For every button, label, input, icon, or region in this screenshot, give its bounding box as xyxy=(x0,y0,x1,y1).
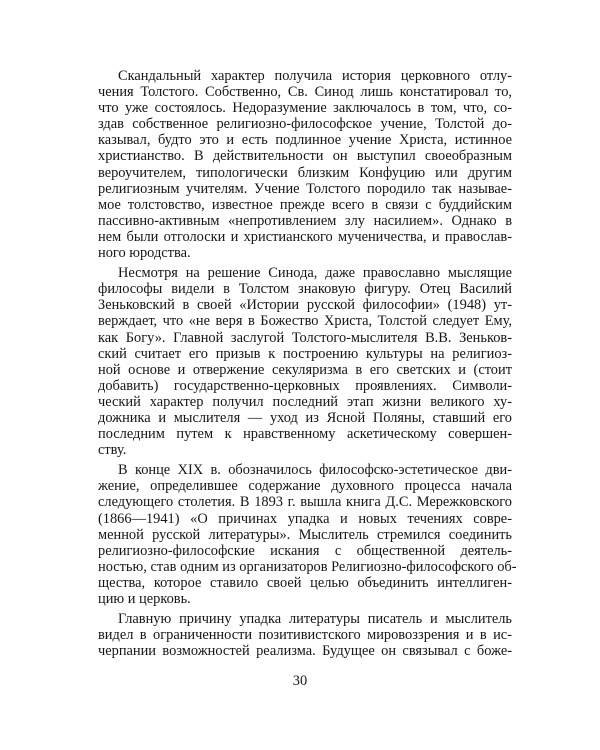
text-line: христианство. В действительности он выступил своеобразным xyxy=(98,148,512,165)
text-line: ностью, став одним из организаторов Религиозно-философского об- xyxy=(98,558,517,575)
text-line: как Богу». Главной заслугой Толстого-мыслителя В.В. Зеньков- xyxy=(98,329,512,346)
text-line: жение, определившее содержание духовного процесса начала xyxy=(98,478,512,495)
text-line: менной русской литературы». Мыслитель стремился соединить xyxy=(98,526,512,543)
text-line: видел в ограниченности позитивистского мировоззрения и в ис- xyxy=(98,627,512,644)
paragraph-4 xyxy=(98,611,512,659)
text-line: нем были отголоски и христианского мученичества, и православ- xyxy=(98,228,512,245)
text-line: вероучителем, типологически близким Конфуцию или другим xyxy=(98,164,512,181)
text-line: чения Толстого. Собственно, Св. Синод лишь констатировал то, xyxy=(98,84,512,101)
text-line: ной основе и отвержение секуляризма в его светских и (стоит xyxy=(98,361,512,378)
text-line: дожника и мыслителя — уход из Ясной Поляны, ставший его xyxy=(98,409,512,426)
text-line: что уже состоялось. Недоразумение заключалось в том, что, со- xyxy=(98,100,512,117)
text-line: ческий характер получил последний этап жизни великого ху- xyxy=(98,393,512,410)
text-line: последним путем к нравственному аскетическому совершен- xyxy=(98,426,512,443)
text-line: (1866—1941) «О причинах упадка и новых течениях совре- xyxy=(98,510,512,527)
text-line: цию и церковь. xyxy=(98,591,191,607)
text-line: верждает, что «не веря в Божество Христа, Толстой следует Ему, xyxy=(98,313,512,330)
text-line: следующего столетия. В 1893 г. вышла книга Д.С. Мережковского xyxy=(98,494,512,511)
body-text xyxy=(98,68,517,660)
text-line: Несмотря на решение Синода, даже православно мыслящие xyxy=(118,265,512,282)
text-line: добавить) государственно-церковных проявлениях. Символи- xyxy=(98,377,512,394)
text-line: Главную причину упадка литературы писатель и мыслитель xyxy=(118,611,512,628)
text-line: ству. xyxy=(98,442,127,459)
paragraph-2 xyxy=(98,265,512,458)
text-line: религиозным учителям. Учение Толстого породило так называе- xyxy=(98,180,512,197)
text-line: ного юродства. xyxy=(98,245,191,262)
text-line: мое толстовство, известное прежде всего в связи с буддийским xyxy=(98,196,512,213)
text-line: В конце XIX в. обозначилось философско-эстетическое дви- xyxy=(118,462,512,479)
text-line: религиозно-философские искания с общественной деятель- xyxy=(98,542,512,559)
text-line: щества, которое ставило своей целью объединить интеллиген- xyxy=(98,574,512,591)
text-line: философы видели в Толстом знаковую фигуру. Отец Василий xyxy=(98,281,512,298)
text-line: здав собственное религиозно-философское учение, Толстой до- xyxy=(98,116,512,133)
paragraph-3 xyxy=(98,462,517,607)
text-line: ский считает его призыв к построению культуры на религиоз- xyxy=(98,345,512,362)
text-line: Зеньковский в своей «Истории русской философии» (1948) ут- xyxy=(98,297,512,314)
text-line: казывал, будто это и есть подлинное учение Христа, истинное xyxy=(98,132,512,149)
text-line: Скандальный характер получила история церковного отлу- xyxy=(118,68,512,84)
page-number: 30 xyxy=(292,673,308,689)
text-line: пассивно-активным «непротивлением злу насилием». Однако в xyxy=(98,212,512,229)
paragraph-1 xyxy=(98,68,512,261)
text-line: черпании возможностей реализма. Будущее он связывал с боже- xyxy=(98,643,512,660)
